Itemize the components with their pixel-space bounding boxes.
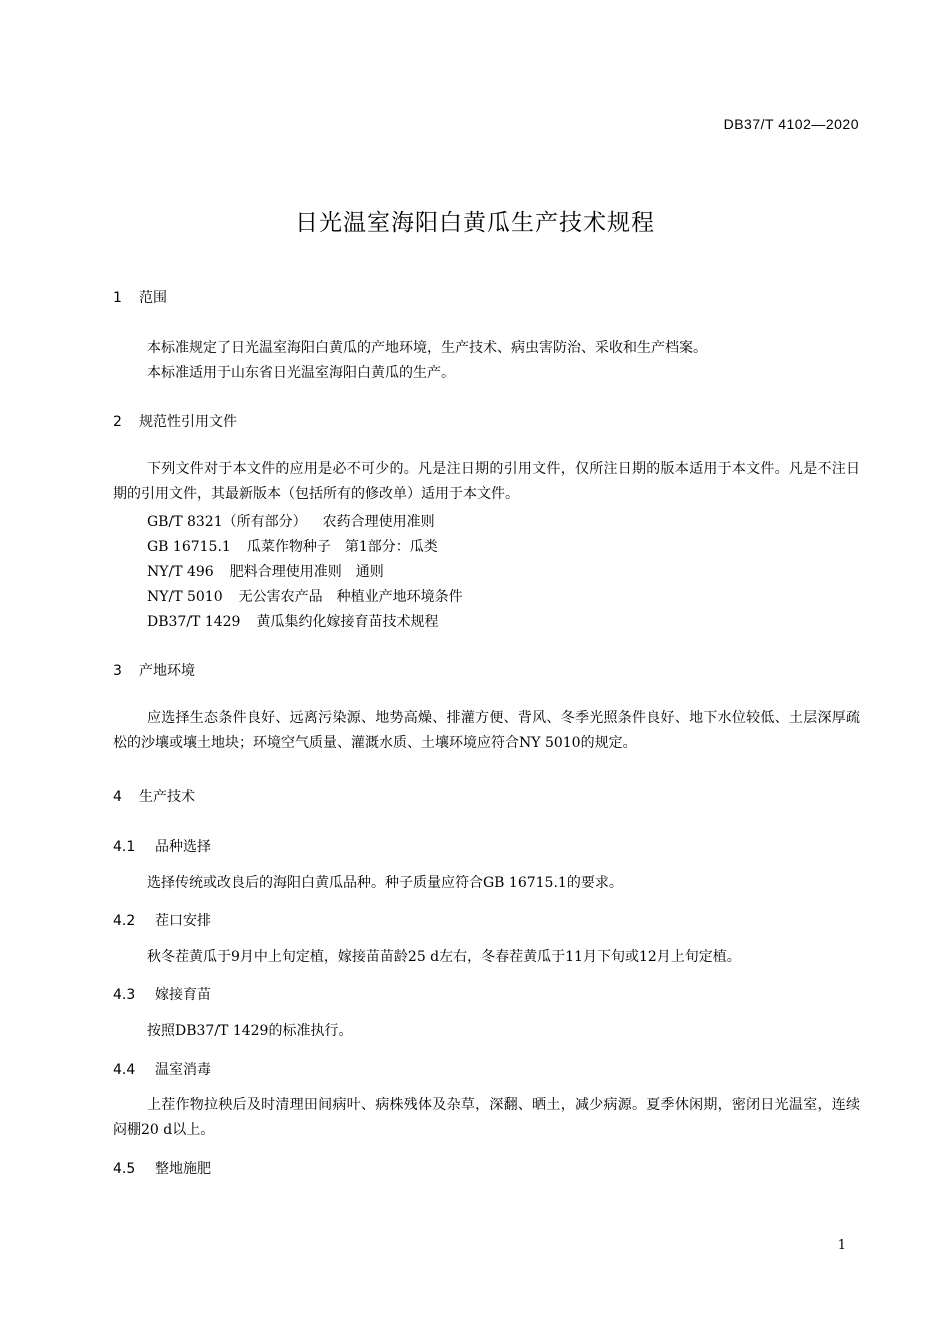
references-intro: 下列文件对于本文件的应用是必不可少的。凡是注日期的引用文件，仅所注日期的版本适用于本文件。凡是不注日期的引用文件，其最新版本（包括所有的修改单）适用于本文件。 <box>113 461 860 502</box>
section-number: 3 <box>113 663 122 679</box>
reference-title: 黄瓜集约化嫁接育苗技术规程 <box>256 614 439 630</box>
subsection-number: 4.5 <box>113 1161 136 1177</box>
subsection-text-4-1: 选择传统或改良后的海阳白黄瓜品种。种子质量应符合GB 16715.1的要求。 <box>147 875 623 891</box>
subsection-number: 4.3 <box>113 987 136 1003</box>
reference-code: GB 16715.1 <box>147 539 231 555</box>
reference-code: NY/T 5010 <box>147 589 223 605</box>
section-heading-3 <box>113 660 195 680</box>
subsection-title: 茬口安排 <box>155 913 211 929</box>
subsection-title: 品种选择 <box>155 839 211 855</box>
reference-title: 肥料合理使用准则 通则 <box>229 564 384 580</box>
document-title: 日光温室海阳白黄瓜生产技术规程 <box>295 210 655 236</box>
section-heading-4 <box>113 786 195 806</box>
section-number: 1 <box>113 290 122 306</box>
section-title: 范围 <box>139 290 167 306</box>
section-number: 2 <box>113 414 122 430</box>
reference-item <box>147 561 384 581</box>
section-title: 生产技术 <box>139 789 195 805</box>
reference-code: NY/T 496 <box>147 564 214 580</box>
section-heading-2 <box>113 411 237 431</box>
subsection-title: 嫁接育苗 <box>155 987 211 1003</box>
reference-item <box>147 511 435 531</box>
reference-item <box>147 611 438 631</box>
section-title: 规范性引用文件 <box>139 414 237 430</box>
reference-code: DB37/T 1429 <box>147 614 241 630</box>
section-number: 4 <box>113 789 122 805</box>
reference-title: 农药合理使用准则 <box>322 514 435 530</box>
subsection-title: 温室消毒 <box>155 1062 211 1078</box>
subsection-number: 4.4 <box>113 1062 136 1078</box>
subsection-heading-4-4 <box>113 1059 211 1079</box>
reference-item <box>147 586 463 606</box>
scope-line-2: 本标准适用于山东省日光温室海阳白黄瓜的生产。 <box>147 365 455 381</box>
standard-code: DB37/T 4102—2020 <box>723 116 859 132</box>
subsection-number: 4.2 <box>113 913 136 929</box>
section-title: 产地环境 <box>139 663 195 679</box>
subsection-title: 整地施肥 <box>155 1161 211 1177</box>
environment-paragraph: 应选择生态条件良好、远离污染源、地势高燥、排灌方便、背风、冬季光照条件良好、地下水位较低、土层深厚疏松的沙壤或壤土地块；环境空气质量、灌溉水质、土壤环境应符合NY 5010的规定。 <box>113 710 860 751</box>
subsection-text-4-4: 上茬作物拉秧后及时清理田间病叶、病株残体及杂草，深翻、晒土，减少病源。夏季休闲期，密闭日光温室，连续闷棚20 d以上。 <box>113 1097 860 1138</box>
page-number: 1 <box>837 1238 846 1253</box>
section-heading-1 <box>113 287 167 307</box>
subsection-heading-4-3 <box>113 984 211 1004</box>
subsection-number: 4.1 <box>113 839 136 855</box>
reference-title: 瓜菜作物种子 第1部分：瓜类 <box>246 539 438 555</box>
subsection-heading-4-1 <box>113 836 211 856</box>
reference-code: GB/T 8321（所有部分） <box>147 514 307 530</box>
subsection-heading-4-2 <box>113 910 211 930</box>
subsection-text-4-3: 按照DB37/T 1429的标准执行。 <box>147 1023 353 1039</box>
reference-title: 无公害农产品 种植业产地环境条件 <box>238 589 463 605</box>
subsection-heading-4-5 <box>113 1158 211 1178</box>
reference-item <box>147 536 438 556</box>
scope-line-1: 本标准规定了日光温室海阳白黄瓜的产地环境，生产技术、病虫害防治、采收和生产档案。 <box>147 340 707 356</box>
subsection-text-4-2: 秋冬茬黄瓜于9月中上旬定植，嫁接苗苗龄25 d左右，冬春茬黄瓜于11月下旬或12月上旬定植。 <box>147 949 741 965</box>
